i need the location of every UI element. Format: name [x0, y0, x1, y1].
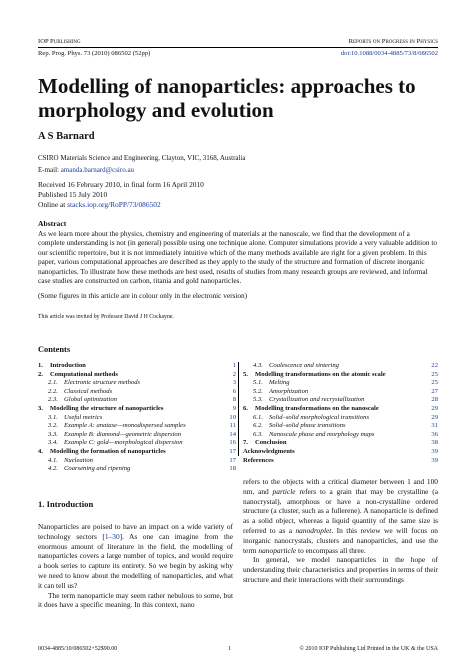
toc-page-link[interactable]: 31	[431, 422, 438, 430]
toc-entry[interactable]	[243, 388, 438, 397]
toc-entry-label: Example B: diamond—geometric dispersion	[64, 430, 182, 438]
toc-entry-label: Introduction	[50, 362, 86, 369]
toc-entry[interactable]	[38, 465, 236, 474]
article-title: Modelling of nanoparticles: approaches to morphology and evolution	[38, 74, 416, 122]
toc-entry-number: 4.1.	[48, 456, 58, 464]
toc-entry-label: Solid–solid morphological transitions	[269, 413, 370, 421]
toc-entry-label: Solid–solid phase transitions	[269, 422, 346, 430]
text-run: The term nanoparticle may seem rather nebulous to some, but it does have a specific meaning. In this context, nano	[38, 590, 233, 610]
text-run: to encompass all three.	[296, 545, 366, 555]
toc-entry-number: 2.3.	[48, 396, 58, 404]
contents-heading: Contents	[38, 345, 71, 354]
toc-entry-number: 3.4.	[48, 439, 58, 447]
toc-page-link[interactable]: 6	[232, 387, 236, 395]
toc-entry-label: Computational methods	[50, 370, 118, 378]
colour-note: (Some figures in this article are in colour only in the electronic version)	[38, 291, 248, 301]
toc-page-link[interactable]: 29	[431, 404, 438, 412]
toc-entry[interactable]	[38, 371, 236, 380]
published-date: Published 15 July 2010	[38, 190, 108, 199]
toc-entry-label: Amorphization	[269, 387, 309, 395]
toc-page-link[interactable]: 38	[431, 439, 438, 447]
text-run: In general, we model nanoparticles in the hope of understanding their characteristics and properties in terms of their structure and their interactions with their surroundings	[243, 555, 438, 584]
online-url-link[interactable]: stacks.iop.org/RoPP/73/086502	[67, 200, 161, 209]
toc-entry[interactable]	[243, 439, 438, 448]
section-heading: 1. Introduction	[38, 499, 94, 509]
journal-name: Reports on Progress in Physics	[348, 38, 438, 45]
toc-entry-number: 2.1.	[48, 379, 58, 387]
paragraph	[38, 591, 233, 611]
toc-entry[interactable]	[38, 448, 236, 457]
paragraph	[38, 522, 233, 591]
doi-link[interactable]: doi:10.1088/0034-4885/73/8/086502	[340, 50, 438, 57]
toc-divider	[238, 362, 239, 456]
paragraph	[243, 555, 438, 584]
toc-entry[interactable]	[243, 431, 438, 440]
toc-entry[interactable]	[243, 414, 438, 423]
toc-entry[interactable]	[243, 457, 438, 466]
toc-left-column	[38, 362, 236, 474]
toc-page-link[interactable]: 14	[229, 430, 236, 438]
toc-entry-number: 6.2.	[253, 422, 263, 430]
toc-entry-label: Acknowledgments	[243, 447, 295, 455]
toc-entry[interactable]	[243, 405, 438, 414]
toc-page-link[interactable]: 16	[229, 439, 236, 447]
toc-entry-number: 3.2.	[48, 422, 58, 430]
toc-page-link[interactable]: 39	[431, 456, 438, 464]
toc-page-link[interactable]: 36	[431, 430, 438, 438]
publisher-name: IOP Publishing	[38, 38, 81, 45]
body-left-column	[38, 522, 233, 610]
toc-entry-number: 2.2.	[48, 387, 58, 395]
text-run: refers to the objects with a critical diameter between 1 and 100 nm, and	[243, 477, 438, 496]
toc-entry-label: Modelling transformations on the atomic scale	[255, 370, 386, 378]
toc-entry-label: References	[243, 456, 274, 464]
toc-entry-label: Example C: gold—morphological dispersion	[64, 439, 183, 447]
toc-entry-number: 5.1.	[253, 379, 263, 387]
toc-entry-label: Global optimization	[64, 396, 117, 404]
toc-entry-number: 7.	[243, 439, 248, 447]
toc-entry[interactable]	[38, 431, 236, 440]
toc-entry[interactable]	[38, 414, 236, 423]
header-rule	[38, 47, 438, 48]
toc-entry-label: Nanoscale phase and morphology maps	[269, 430, 375, 438]
toc-entry-label: Coarsening and ripening	[64, 465, 131, 473]
online-prefix: Online at	[38, 200, 66, 209]
toc-entry[interactable]	[243, 371, 438, 380]
paragraph	[243, 477, 438, 555]
toc-entry[interactable]	[243, 362, 438, 371]
toc-entry[interactable]	[38, 388, 236, 397]
toc-entry-number: 4.	[38, 447, 43, 455]
text-run: refers to a grain that may be crystalline (a nanocrystal), amorphous or have a non-crystalline ordered structure (a cluster, such as a fullerene). A nanoparticle is defined as a solid object, whereas a liquid quantity of the same size is referred to as a	[243, 486, 438, 535]
toc-entry-number: 6.3.	[253, 430, 263, 438]
received-date: Received 16 February 2010, in final form 16 April 2010	[38, 180, 204, 189]
toc-page-link[interactable]: 25	[431, 379, 438, 387]
toc-entry-label: Electronic structure methods	[64, 379, 141, 387]
toc-page-link[interactable]: 11	[229, 422, 236, 430]
author-name: A S Barnard	[38, 131, 95, 142]
abstract-body	[38, 229, 438, 301]
text-run: Nanoparticles are poised to have an impact on a wide variety of technology sectors [	[38, 522, 233, 541]
toc-entry-number: 4.3.	[253, 362, 263, 369]
toc-page-link[interactable]: 1	[232, 362, 236, 369]
citation-link[interactable]: 1–30	[104, 531, 120, 541]
toc-entry-label: Coalescence and sintering	[269, 362, 339, 369]
toc-page-link[interactable]: 8	[232, 396, 236, 404]
toc-page-link[interactable]: 29	[431, 413, 438, 421]
toc-page-link[interactable]: 17	[229, 447, 236, 455]
toc-entry[interactable]	[38, 457, 236, 466]
toc-entry[interactable]	[243, 396, 438, 405]
toc-page-link[interactable]: 3	[232, 379, 236, 387]
italic-term: nanodroplet	[295, 525, 332, 535]
email-label: E-mail:	[38, 166, 59, 174]
toc-right-column	[243, 362, 438, 465]
abstract-heading: Abstract	[38, 219, 67, 228]
toc-page-link[interactable]: 18	[229, 465, 236, 473]
toc-entry[interactable]	[243, 448, 438, 457]
toc-entry-label: Useful metrics	[64, 413, 103, 421]
toc-entry[interactable]	[243, 422, 438, 431]
article-code: 0034-4885/10/086502+52$90.00	[38, 646, 118, 652]
toc-page-link[interactable]: 27	[431, 387, 438, 395]
toc-entry-number: 3.3.	[48, 430, 58, 438]
email-line	[38, 166, 134, 175]
toc-entry-number: 5.3.	[253, 396, 263, 404]
toc-entry-label: Conclusion	[255, 439, 287, 447]
text-run: . In this review we will focus on inorganic nanocrystals, clusters and nanoparticles, and use the term	[243, 525, 438, 555]
toc-entry-label: Classical methods	[64, 387, 113, 395]
toc-entry-label: Modelling the formation of nanoparticles	[50, 447, 166, 455]
toc-page-link[interactable]: 28	[431, 396, 438, 404]
toc-entry[interactable]	[38, 405, 236, 414]
text-run: ]. As one can imagine from the enormous amount of literature in the field, the modelling of nanoparticles covers a large number of topics, and would require a book series to capture its entirety. So we begin by asking why we need to know about the modelling of nanoparticles, and what it can tell us?	[38, 531, 233, 590]
toc-entry-number: 5.2.	[253, 387, 263, 395]
toc-entry[interactable]	[38, 396, 236, 405]
abstract-text: As we learn more about the physics, chemistry and engineering of materials at the nanoscale, we find that the development of a complete understanding is not (in general) possible using one technique alone. Computer simulations provide a very valuable addition to our scientific repertoire, but it is not immediately intuitive which of the many methods available are right for a given problem. In this paper, various computational approaches are described as they apply to the study of the structure and formation of discrete inorganic nanoparticles. To illustrate how these methods are best used, results of studies from many research groups are reviewed, and informal case studies are constructed on carbon, titania and gold nanoparticles.	[38, 229, 438, 286]
toc-entry-number: 3.	[38, 404, 43, 412]
page-number: 1	[228, 646, 231, 652]
toc-entry-label: Example A: anatase—monodispersed samples	[64, 422, 186, 430]
toc-page-link[interactable]: 22	[431, 362, 438, 369]
toc-entry-number: 4.2.	[48, 465, 58, 473]
toc-entry-label: Modelling the structure of nanoparticles	[50, 404, 164, 412]
toc-entry-number: 6.	[243, 404, 248, 412]
toc-page-link[interactable]: 2	[232, 370, 236, 378]
toc-entry-number: 3.1.	[48, 413, 58, 421]
toc-entry[interactable]	[38, 379, 236, 388]
italic-term: particle	[272, 486, 296, 496]
body-right-column	[243, 477, 438, 585]
toc-entry-number: 2.	[38, 370, 43, 378]
affiliation: CSIRO Materials Science and Engineering, Clayton, VIC, 3168, Australia	[38, 154, 246, 162]
invited-note: This article was invited by Professor David J H Cockayne.	[38, 314, 174, 320]
toc-entry-label: Melting	[269, 379, 290, 387]
toc-entry-label: Crystallization and recrystallization	[269, 396, 365, 404]
toc-page-link[interactable]: 9	[232, 404, 236, 412]
toc-page-link[interactable]: 39	[431, 447, 438, 455]
toc-entry[interactable]	[38, 439, 236, 448]
copyright: © 2010 IOP Publishing Ltd Printed in the UK & the USA	[299, 646, 438, 652]
toc-page-link[interactable]: 25	[431, 370, 438, 378]
toc-entry-label: Nucleation	[64, 456, 93, 464]
toc-entry-number: 6.1.	[253, 413, 263, 421]
toc-entry-number: 5.	[243, 370, 248, 378]
toc-entry-number: 1.	[38, 362, 43, 369]
toc-entry[interactable]	[38, 422, 236, 431]
email-link[interactable]: amanda.barnard@csiro.au	[60, 166, 135, 174]
toc-entry[interactable]	[38, 362, 236, 371]
online-line	[38, 200, 204, 210]
toc-entry-label: Modelling transformations on the nanoscale	[255, 404, 379, 412]
toc-entry[interactable]	[243, 379, 438, 388]
toc-page-link[interactable]: 17	[229, 456, 236, 464]
italic-term: nanoparticle	[258, 545, 297, 555]
citation: Rep. Prog. Phys. 73 (2010) 086502 (52pp)	[38, 50, 151, 57]
publication-dates	[38, 180, 204, 210]
toc-page-link[interactable]: 10	[229, 413, 236, 421]
